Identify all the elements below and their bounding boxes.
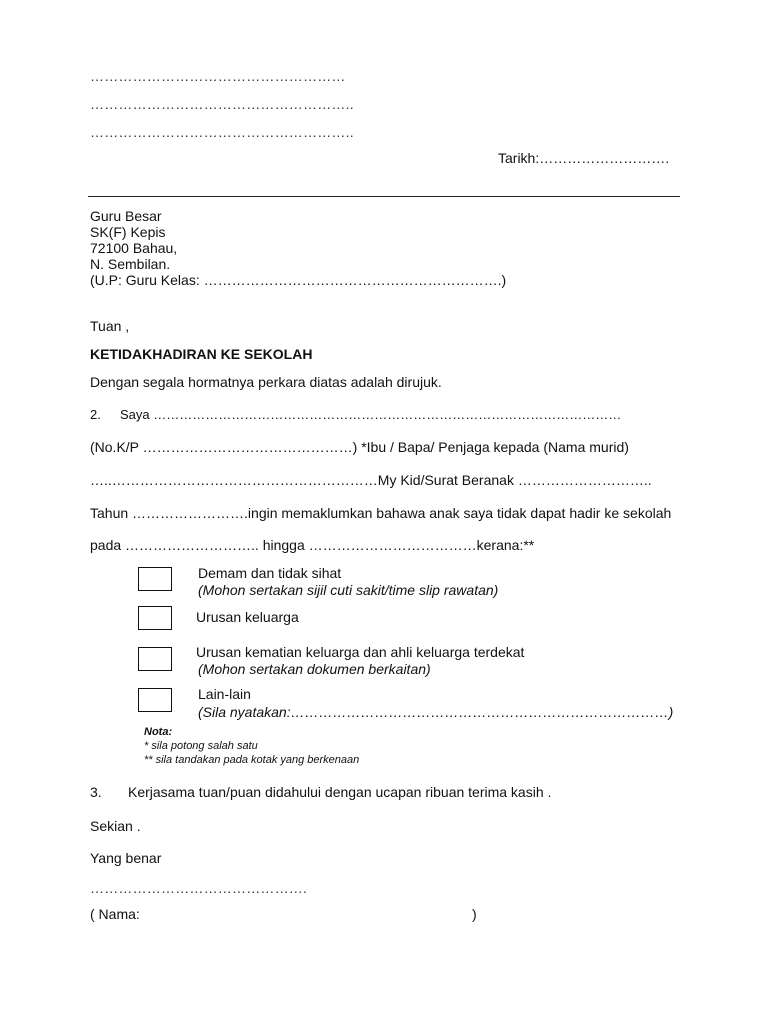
sender-line-3: ……………………………………………….. [90,124,354,140]
nota-line-2: ** sila tandakan pada kotak yang berkenaan [144,754,360,766]
option-urusan-kematian-note: (Mohon sertakan dokumen berkaitan) [198,661,431,677]
checkbox-urusan-kematian[interactable] [138,647,172,671]
nama-field-label: ( Nama: [90,906,140,922]
checkbox-urusan-keluarga[interactable] [138,606,172,630]
option-lain-lain-label: Lain-lain [198,686,251,702]
signature-line: ………………………………………. [90,880,308,896]
salutation: Tuan , [90,318,130,334]
para-2-tahun-line: Tahun …………………….ingin memaklumkan bahawa anak saya tidak dapat hadir ke sekolah [90,505,672,521]
date-field: Tarikh:………………………. [498,150,670,166]
header-divider [88,196,680,197]
para-3-text: Kerjasama tuan/puan didahului dengan ucapan ribuan terima kasih . [128,784,552,800]
para-3-number: 3. [90,784,102,800]
letter-subject: KETIDAKHADIRAN KE SEKOLAH [90,346,313,362]
para-2-pada-line: pada ……………………….. hingga ………………………………kerana:** [90,537,535,553]
nota-line-1: * sila potong salah satu [144,740,258,752]
option-demam-note: (Mohon sertakan sijil cuti sakit/time slip rawatan) [198,582,499,598]
option-urusan-keluarga-label: Urusan keluarga [196,609,299,625]
para-2-nokp-line: (No.K/P ………………………………………) *Ibu / Bapa/ Penjaga kepada (Nama murid) [90,439,629,455]
closing-yang-benar: Yang benar [90,850,162,866]
nama-field-close: ) [472,906,477,922]
option-lain-lain-note: (Sila nyatakan:………………………………………………………………………) [198,704,674,720]
checkbox-demam[interactable] [138,567,172,591]
sender-line-1: ……………………………………………… [90,68,346,84]
recipient-line-2: SK(F) Kepis [90,224,166,240]
checkbox-lain-lain[interactable] [138,688,172,712]
option-urusan-kematian-label: Urusan kematian keluarga dan ahli keluarga terdekat [196,644,525,660]
recipient-line-1: Guru Besar [90,208,162,224]
recipient-line-3: 72100 Bahau, [90,240,178,256]
recipient-line-5: (U.P: Guru Kelas: ……………………………………………………….) [90,272,507,288]
closing-sekian: Sekian . [90,818,141,834]
option-demam-label: Demam dan tidak sihat [198,565,342,581]
intro-paragraph: Dengan segala hormatnya perkara diatas adalah dirujuk. [90,374,442,390]
para-2-number: 2. [90,407,101,422]
recipient-line-4: N. Sembilan. [90,256,171,272]
sender-line-2: ……………………………………………….. [90,96,354,112]
para-2-mykid-line: …..…………………………………………………My Kid/Surat Beranak ……………………….. [90,472,652,488]
para-2-saya-line: Saya ……………………………………………………………………………………………… [120,407,622,422]
nota-title: Nota: [144,726,173,738]
